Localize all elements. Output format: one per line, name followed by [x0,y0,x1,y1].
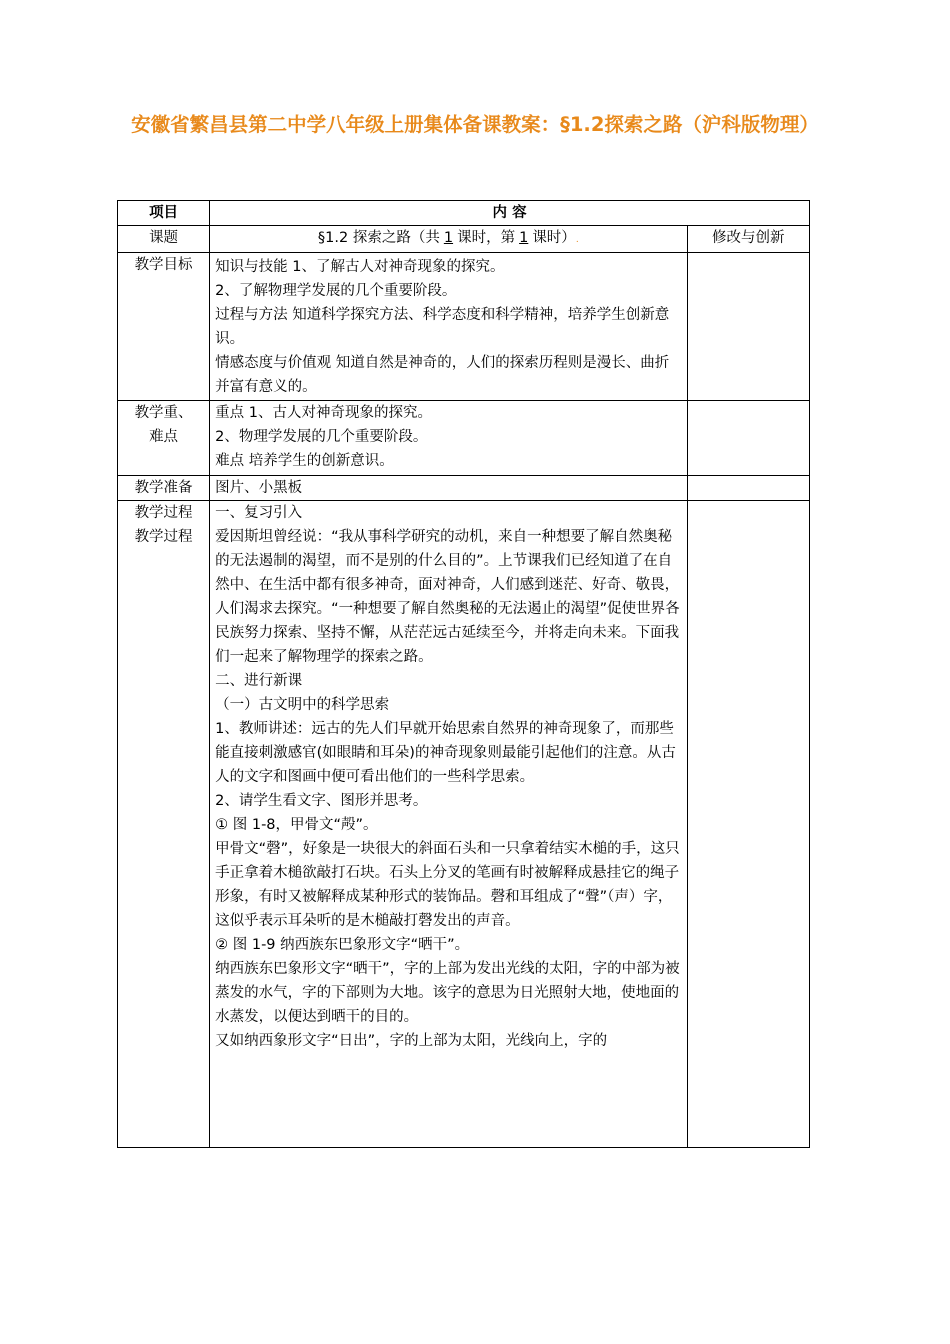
goals-label: 教学目标 [118,253,210,401]
remark-header: 修改与创新 [687,226,810,253]
goal-line: 情感态度与价值观 知道自然是神奇的，人们的探索历程则是漫长、曲折并富有意义的。 [215,355,670,395]
process-label-line: 教学过程 [134,529,193,545]
course-label: 课题 [118,226,210,253]
page-title: 安徽省繁昌县第二中学八年级上册集体备课教案：§1.2探索之路（沪科版物理） [131,113,819,136]
process-line: 二、进行新课 [215,673,303,689]
process-line: 2、请学生看文字、图形并思考。 [215,793,428,809]
course-title [210,226,687,253]
goals-remark [687,253,810,401]
lesson-plan-table [117,200,810,1148]
goals-row [118,253,810,401]
course-mid: 课时，第 [457,230,516,246]
course-current-period: 1 [519,230,529,246]
process-remark [687,501,810,1148]
key-point-line: 重点 1、古人对神奇现象的探究。 [215,405,432,421]
key-points-label: 教学重、难点 [118,401,210,476]
process-content [210,501,687,1148]
header-item: 项目 [118,201,210,226]
process-row [118,501,810,1148]
course-suffix: 课时） [532,230,576,246]
course-prefix: §1.2 探索之路（共 [317,230,440,246]
goal-line: 过程与方法 知道科学探究方法、科学态度和科学精神，培养学生创新意识。 [215,307,670,347]
process-line: 纳西族东巴象形文字“晒干”，字的上部为发出光线的太阳，字的中部为被蒸发的水气，字的下部则为大地。该字的意思为日光照射大地，使地面的水蒸发，以便达到晒干的目的。 [215,961,680,1025]
mark-dot: . [575,235,579,245]
header-content: 内 容 [210,201,810,226]
process-line: ① 图 1-8，甲骨文“殸”。 [215,817,378,833]
course-total-periods: 1 [443,230,454,246]
process-line: 爱因斯坦曾经说：“我从事科学研究的动机，来自一种想要了解自然奥秘的无法遏制的渴望，而不是别的什么目的”。上节课我们已经知道了在自然中、在生活中都有很多神奇，面对神奇，人们感到迷茫、好奇、敬畏，人们渴求去探究。“一种想要了解自然奥秘的无法遏止的渴望”促使世界各民族努力探索、坚持不懈，从茫茫远古延续至今，并将走向未来。下面我们一起来了解物理学的探索之路。 [215,529,680,665]
key-point-line: 2、物理学发展的几个重要阶段。 [215,429,428,445]
process-label-line: 教学过程 [134,505,193,521]
process-label [118,501,210,1148]
goals-content [210,253,687,401]
process-line: 甲骨文“磬”，好象是一块很大的斜面石头和一只拿着结实木槌的手，这只手正拿着木槌欲敲打石块。石头上分叉的笔画有时被解释成悬挂它的绳子形象，有时又被解释成某种形式的装饰品。磬和耳组成了“聲”（声）字，这似乎表示耳朵听的是木槌敲打磬发出的声音。 [215,841,680,929]
process-line: 一、复习引入 [215,505,303,521]
prep-row [118,476,810,501]
process-line: （一）古文明中的科学思索 [215,697,390,713]
goal-line: 知识与技能 1、了解古人对神奇现象的探究。 [215,259,505,275]
process-line: 1、教师讲述：远古的先人们早就开始思索自然界的神奇现象了，而那些能直接刺激感官(如眼睛和耳朵)的神奇现象则最能引起他们的注意。从古人的文字和图画中便可看出他们的一些科学思索。 [215,721,676,785]
key-points-content [210,401,687,476]
key-points-row [118,401,810,476]
goal-line: 2、了解物理学发展的几个重要阶段。 [215,283,457,299]
process-line: ② 图 1-9 纳西族东巴象形文字“晒干”。 [215,937,470,953]
prep-label: 教学准备 [118,476,210,501]
prep-content: 图片、小黑板 [210,476,687,501]
prep-remark [687,476,810,501]
process-text [215,501,681,1147]
table-header-row [118,201,810,226]
key-point-line: 难点 培养学生的创新意识。 [215,453,394,469]
course-row [118,226,810,253]
process-line: 又如纳西象形文字“日出”，字的上部为太阳，光线向上，字的 [215,1033,608,1049]
key-points-remark [687,401,810,476]
